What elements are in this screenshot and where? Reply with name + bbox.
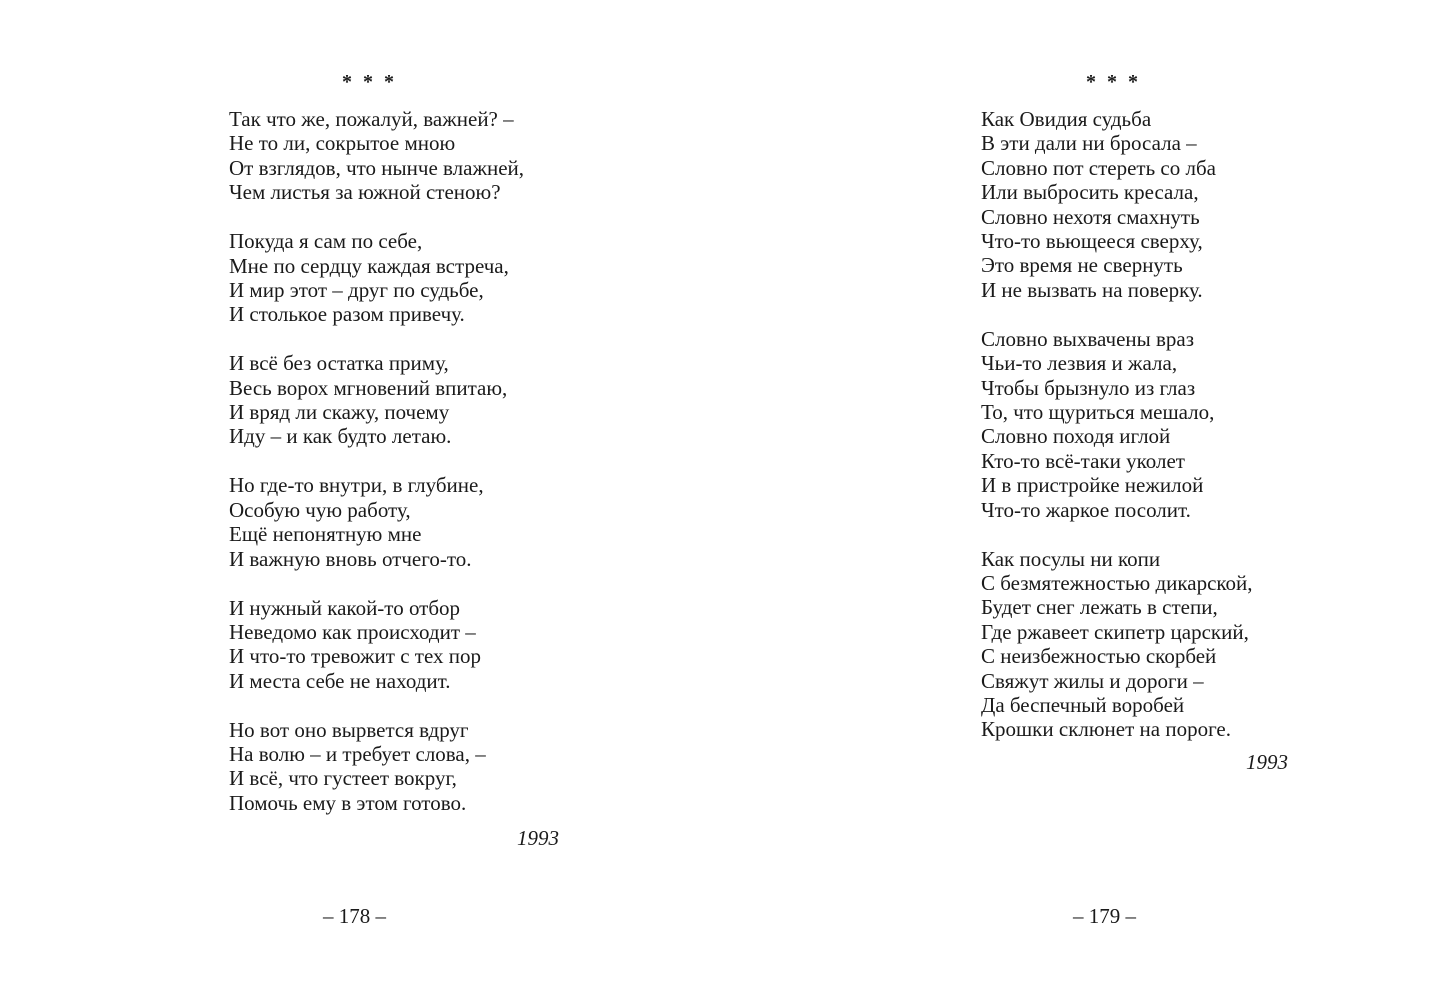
poem-line: Ещё непонятную мне <box>229 522 422 547</box>
stanza <box>229 229 524 327</box>
poem-line: И что-то тревожит с тех пор <box>229 644 481 669</box>
poem-line: Как посулы ни копи <box>981 546 1161 571</box>
poem-line: И нужный какой-то отбор <box>229 595 461 620</box>
poem-date: 1993 <box>1246 750 1288 774</box>
stanza <box>981 107 1253 302</box>
stanza <box>981 547 1253 742</box>
poem-line: На волю – и требует слова, – <box>229 742 486 767</box>
poem-line: Чьи-то лезвия и жала, <box>981 351 1178 376</box>
page-number: – 179 – <box>1073 904 1136 928</box>
poem-line: И столькое разом привечу. <box>229 302 465 327</box>
poem-line: С неизбежностью скорбей <box>981 644 1217 669</box>
poem-line: Особую чую работу, <box>229 497 411 522</box>
poem-line: Чтобы брызнуло из глаз <box>981 375 1196 400</box>
poem-line: С безмятежностью дикарской, <box>981 570 1253 595</box>
section-separator: * * * <box>1086 71 1141 93</box>
poem-line: Весь ворох мгновений впитаю, <box>229 375 508 400</box>
poem-line: И вряд ли скажу, почему <box>229 400 450 425</box>
section-separator: * * * <box>342 71 397 93</box>
poem-line: Но где-то внутри, в глубине, <box>229 473 484 498</box>
poem-line: Кто-то всё-таки уколет <box>981 448 1185 473</box>
poem-line: И мир этот – друг по судьбе, <box>229 277 484 302</box>
poem-line: Неведомо как происходит – <box>229 619 476 644</box>
poem-line: Словно нехотя смахнуть <box>981 204 1200 229</box>
poem-line: Иду – и как будто летаю. <box>229 424 452 449</box>
page-number: – 178 – <box>323 904 386 928</box>
poem-line: Словно пот стереть со лба <box>981 155 1216 180</box>
poem-line: Но вот оно вырвется вдруг <box>229 717 469 742</box>
poem-line: В эти дали ни бросала – <box>981 131 1197 156</box>
poem-body <box>981 107 1253 766</box>
right-page <box>726 0 1453 1007</box>
stanza <box>229 718 524 816</box>
left-page <box>0 0 726 1007</box>
poem-line: Что-то жаркое посолит. <box>981 497 1191 522</box>
poem-line: Мне по сердцу каждая встреча, <box>229 253 509 278</box>
poem-line: И всё, что густеет вокруг, <box>229 766 457 791</box>
poem-line: И в пристройке нежилой <box>981 473 1204 498</box>
poem-line: Помочь ему в этом готово. <box>229 790 467 815</box>
poem-line: Так что же, пожалуй, важней? – <box>229 107 514 131</box>
stanza <box>229 107 524 205</box>
poem-line: И места себе не находит. <box>229 668 451 693</box>
poem-line: Покуда я сам по себе, <box>229 229 423 254</box>
poem-line: Это время не свернуть <box>981 253 1183 278</box>
poem-line: Не то ли, сокрытое мною <box>229 131 456 156</box>
poem-line: И всё без остатка приму, <box>229 351 449 376</box>
poem-line: Свяжут жилы и дороги – <box>981 668 1204 693</box>
poem-line: Словно выхвачены враз <box>981 326 1195 351</box>
stanza <box>229 596 524 694</box>
stanza <box>229 351 524 449</box>
poem-line: Или выбросить кресала, <box>981 180 1199 205</box>
stanza <box>229 473 524 571</box>
poem-date: 1993 <box>517 826 559 850</box>
poem-line: Чем листья за южной стеною? <box>229 180 501 205</box>
poem-line: Как Овидия судьба <box>981 107 1152 131</box>
poem-line: Крошки склюнет на пороге. <box>981 717 1232 742</box>
poem-line: Да беспечный воробей <box>981 692 1185 717</box>
poem-line: И не вызвать на поверку. <box>981 277 1203 302</box>
poem-line: И важную вновь отчего-то. <box>229 546 472 571</box>
poem-line: Будет снег лежать в степи, <box>981 595 1218 620</box>
poem-line: От взглядов, что нынче влажней, <box>229 155 525 180</box>
poem-line: Что-то вьющееся сверху, <box>981 229 1203 254</box>
poem-line: Словно походя иглой <box>981 424 1171 449</box>
poem-line: Где ржавеет скипетр царский, <box>981 619 1249 644</box>
poem-body <box>229 107 524 840</box>
poem-line: То, что щуриться мешало, <box>981 399 1215 424</box>
stanza <box>981 327 1253 522</box>
